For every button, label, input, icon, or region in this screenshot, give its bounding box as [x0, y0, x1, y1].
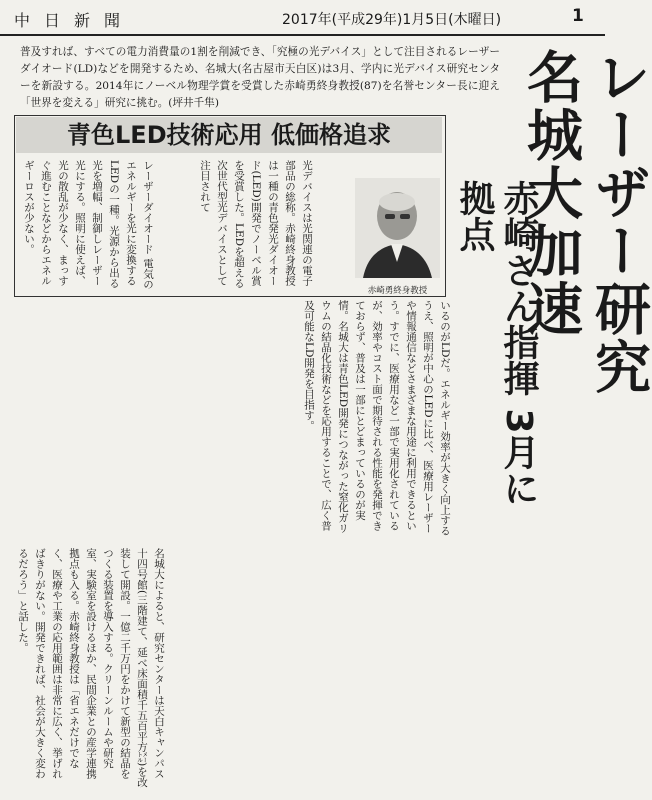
page-number: 1	[572, 6, 584, 26]
article-subheadline: 赤崎さん指揮 3月に拠点	[454, 180, 539, 506]
sidebar-title: 青色LED技術応用 低価格追求	[16, 117, 442, 153]
article-lead: 普及すれば、すべての電力消費量の1割を削減でき、「究極の光デバイス」として注目されるレーザーダイオード(LD)などを開発するため、名城大(名古屋市天白区)は3月、学内に光デバイス研究センターを新設する。2014年にノーベル物理学賞を受賞した赤崎勇終身教授(87)を名誉センター長に迎え「世界を変える」研究に挑む。(坪井千隼)	[20, 46, 500, 109]
portrait-photo	[355, 178, 440, 278]
article-body-main: いるのがLDだ。エネルギー効率が大きく向上するうえ、照明が中心のLEDに比べ、医療用レーザーや情報通信などさまざまな用途に利用できるという。すでに、医療用など一部で実用化されているが、効率やコスト面で期待される性能を発揮できておらず、普及は一部にとどまっているのが実情。名城大は青色LED開発につながった窒化ガリウムの結晶化技術などを応用することで、広く普及可能なLD開発を目指す。	[303, 300, 451, 536]
newspaper-name: 中日新聞	[14, 11, 135, 30]
sidebar-body: 光デバイスは光関連の電子部品の総称。赤崎終身教授は一種の青色発光ダイオード(LED)開発でノーベル賞を受賞した。LEDを超える次世代型光デバイスとして注目されて	[199, 160, 313, 289]
person-portrait-icon	[355, 178, 440, 278]
photo-caption: 赤崎勇終身教授	[367, 286, 428, 296]
article-body-lower: 名城大によると、研究センターは天白キャンパス十四号館(三階建て、延べ床面積千五百平方㍍)を改装して開設。一億二千万円をかけて新型の結晶をつくる装置を導入する。クリーンルームや研究室、実験室を設けるほか、民間企業との産学連携拠点も入る。赤崎終身教授は「省エネだけでなく、医療や工業の応用範囲は非常に広く、挙げればきりがない。開発できれば、社会が大きく変わるだろう」と話した。	[17, 548, 165, 788]
article-headline: レーザー研究 名城大加速	[518, 48, 651, 396]
issue-date: 2017年(平成29年)1月5日(木曜日)	[282, 12, 502, 28]
glossary-text: レーザーダイオード 電気のエネルギーを光に変換するLEDの一種。光源から出る光を増幅、制御しレーザー光にする。照明に使えば、光の散乱が少なく、まっすぐ進むことなどからエネルギーロスが少ない。	[23, 160, 154, 290]
